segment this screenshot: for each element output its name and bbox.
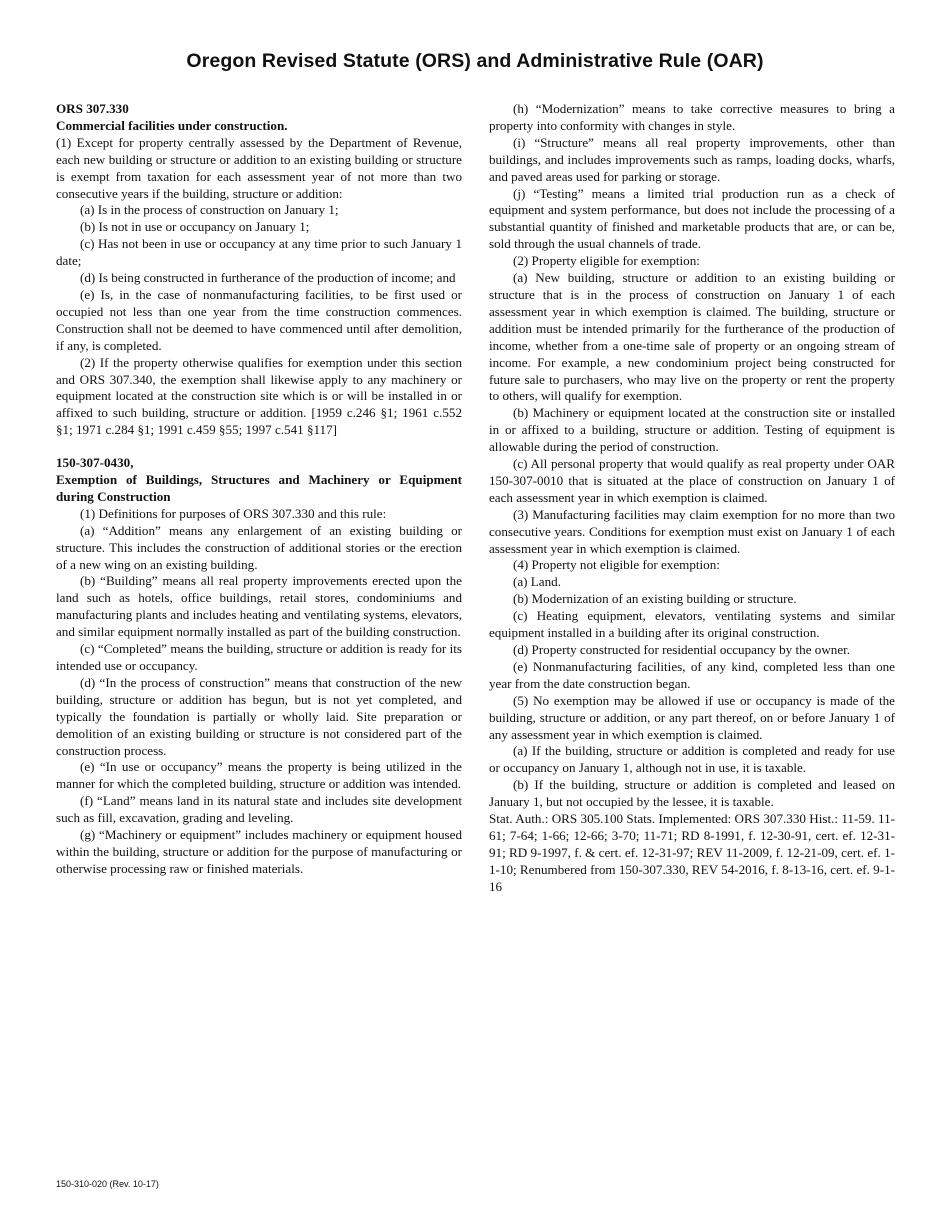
right-text-column [489, 101, 895, 896]
paragraph: (b) Is not in use or occupancy on January 1; [80, 219, 310, 235]
paragraph: ORS 307.330 [56, 101, 129, 116]
paragraph: Commercial facilities under construction. [56, 117, 288, 133]
paragraph: Exemption of Buildings, Structures and Machinery or Equipment during Construction [56, 472, 462, 504]
paragraph: (b) “Building” means all real property improvements erected upon the land such as hotels, office buildings, retail stores, condominiums and manufacturing plants and includes heating and ventilating systems, elevators, and similar equipment normally installed as part of the building construction. [56, 573, 462, 640]
paragraph: (b) If the building, structure or addition is completed and leased on January 1, but not occupied by the lessee, it is taxable. [489, 777, 895, 810]
form-number-footer: 150-310-020 (Rev. 10-17) [56, 1179, 159, 1189]
paragraph: (a) If the building, structure or addition is completed and ready for use or occupancy on January 1, although not in use, it is taxable. [489, 743, 895, 776]
paragraph: (d) Is being constructed in furtherance of the production of income; and [80, 270, 456, 286]
left-text-column [56, 101, 462, 878]
paragraph: (2) If the property otherwise qualifies for exemption under this section and ORS 307.340, the exemption shall likewise apply to any machinery or equipment located at the construction site which is or will be installed in or affixed to such building, structure or addition. [1959 c.246 §1; 1961 c.552 §1; 1971 c.284 §1; 1991 c.459 §55; 1997 c.541 §117] [56, 354, 462, 438]
page-title: Oregon Revised Statute (ORS) and Administrative Rule (OAR) [186, 50, 764, 72]
paragraph: (5) No exemption may be allowed if use or occupancy is made of the building, structure or addition, or any part thereof, on or before January 1 of any assessment year in which exemption is claimed. [489, 692, 895, 742]
paragraph: (1) Except for property centrally assessed by the Department of Revenue, each new building or structure or addition to an existing building or structure is exempt from taxation for each assessment year of not more than two consecutive years if the building, structure or addition: [56, 134, 462, 201]
paragraph: (e) Is, in the case of nonmanufacturing facilities, to be first used or occupied not less than one year from the time construction commences. Construction shall not be deemed to have commenced until after demolition, if any, is completed. [56, 286, 462, 353]
paragraph: (a) Is in the process of construction on January 1; [80, 202, 339, 218]
paragraph: (3) Manufacturing facilities may claim exemption for no more than two consecutive years. Conditions for exemption must exist on January 1 of each assessment year in which exemption is claimed. [489, 506, 895, 556]
paragraph: (e) “In use or occupancy” means the property is being utilized in the manner for which the completed building, structure or addition was intended. [56, 759, 462, 792]
paragraph: (1) Definitions for purposes of ORS 307.330 and this rule: [80, 505, 387, 521]
paragraph: (j) “Testing” means a limited trial production run as a check of equipment and system performance, but does not include the processing of a substantial quantity of finished and marketable products that are, or can be, sold through the usual channels of trade. [489, 185, 895, 252]
paragraph: 150-307-0430, [56, 455, 134, 471]
paragraph: (e) Nonmanufacturing facilities, of any kind, completed less than one year from the date construction began. [489, 658, 895, 691]
paragraph: Stat. Auth.: ORS 305.100 Stats. Implemented: ORS 307.330 Hist.: 11-59. 11-61; 7-64; 1-66; 12-66; 3-70; 11-71; RD 8-1991, f. 12-30-91, cert. ef. 12-31-91; RD 9-1997, f. & cert. ef. 12-31-97; REV 11-2009, f. 12-21-09, cert. ef. 1-1-10; Renumbered from 150-307.330, REV 54-2016, f. 8-13-16, cert. ef. 9-1-16 [489, 811, 895, 894]
paragraph: (c) Has not been in use or occupancy at any time prior to such January 1 date; [56, 236, 462, 269]
paragraph: (2) Property eligible for exemption: [513, 253, 700, 269]
paragraph: (g) “Machinery or equipment” includes machinery or equipment housed within the building, structure or addition for the purpose of manufacturing or otherwise processing raw or finished materials. [56, 827, 462, 876]
paragraph: (4) Property not eligible for exemption: [513, 557, 720, 573]
paragraph: (d) Property constructed for residential occupancy by the owner. [513, 642, 851, 657]
paragraph: (d) “In the process of construction” means that construction of the new building, structure or addition has begun, but is not yet completed, and typically the foundation is partially or wholly laid. Site preparation or demolition of an existing building or structure is not considered part of the construction process. [56, 674, 462, 758]
paragraph: (b) Modernization of an existing building or structure. [513, 591, 797, 607]
paragraph: (c) All personal property that would qualify as real property under OAR 150-307-0010 that is situated at the place of construction on January 1 of each assessment year in which exemption is claimed. [489, 456, 895, 505]
paragraph: (f) “Land” means land in its natural state and includes site development such as fill, excavation, grading and leveling. [56, 793, 462, 826]
paragraph: (b) Machinery or equipment located at the construction site or installed in or affixed to a building, structure or addition. Testing of equipment is allowable during the period of construction. [489, 405, 895, 455]
paragraph: (c) “Completed” means the building, structure or addition is ready for its intended use or occupancy. [56, 641, 462, 673]
paragraph: (a) “Addition” means any enlargement of an existing building or structure. This includes the construction of additional stories or the erection of a new wing on an existing building. [56, 522, 462, 572]
paragraph: (a) New building, structure or addition to an existing building or structure that is in the process of construction on January 1 of each assessment year in which exemption is claimed. The building, structure or addition must be intended primarily for the furtherance of the production of income, whether from a one-time sale of property or an ongoing stream of income. For example, a new condominium project being constructed for future sale to purchasers, who may live on the property or rent the property to others, will qualify for exemption. [489, 270, 895, 404]
paragraph: (a) Land. [513, 574, 561, 590]
paragraph: (c) Heating equipment, elevators, ventilating systems and similar equipment installed in a building after its original construction. [489, 608, 895, 641]
paragraph: (i) “Structure” means all real property improvements, other than buildings, and includes improvements such as ramps, loading docks, wharfs, and paved areas used for parking or storage. [489, 134, 895, 184]
paragraph: (h) “Modernization” means to take corrective measures to bring a property into conformity with changes in style. [489, 101, 895, 133]
